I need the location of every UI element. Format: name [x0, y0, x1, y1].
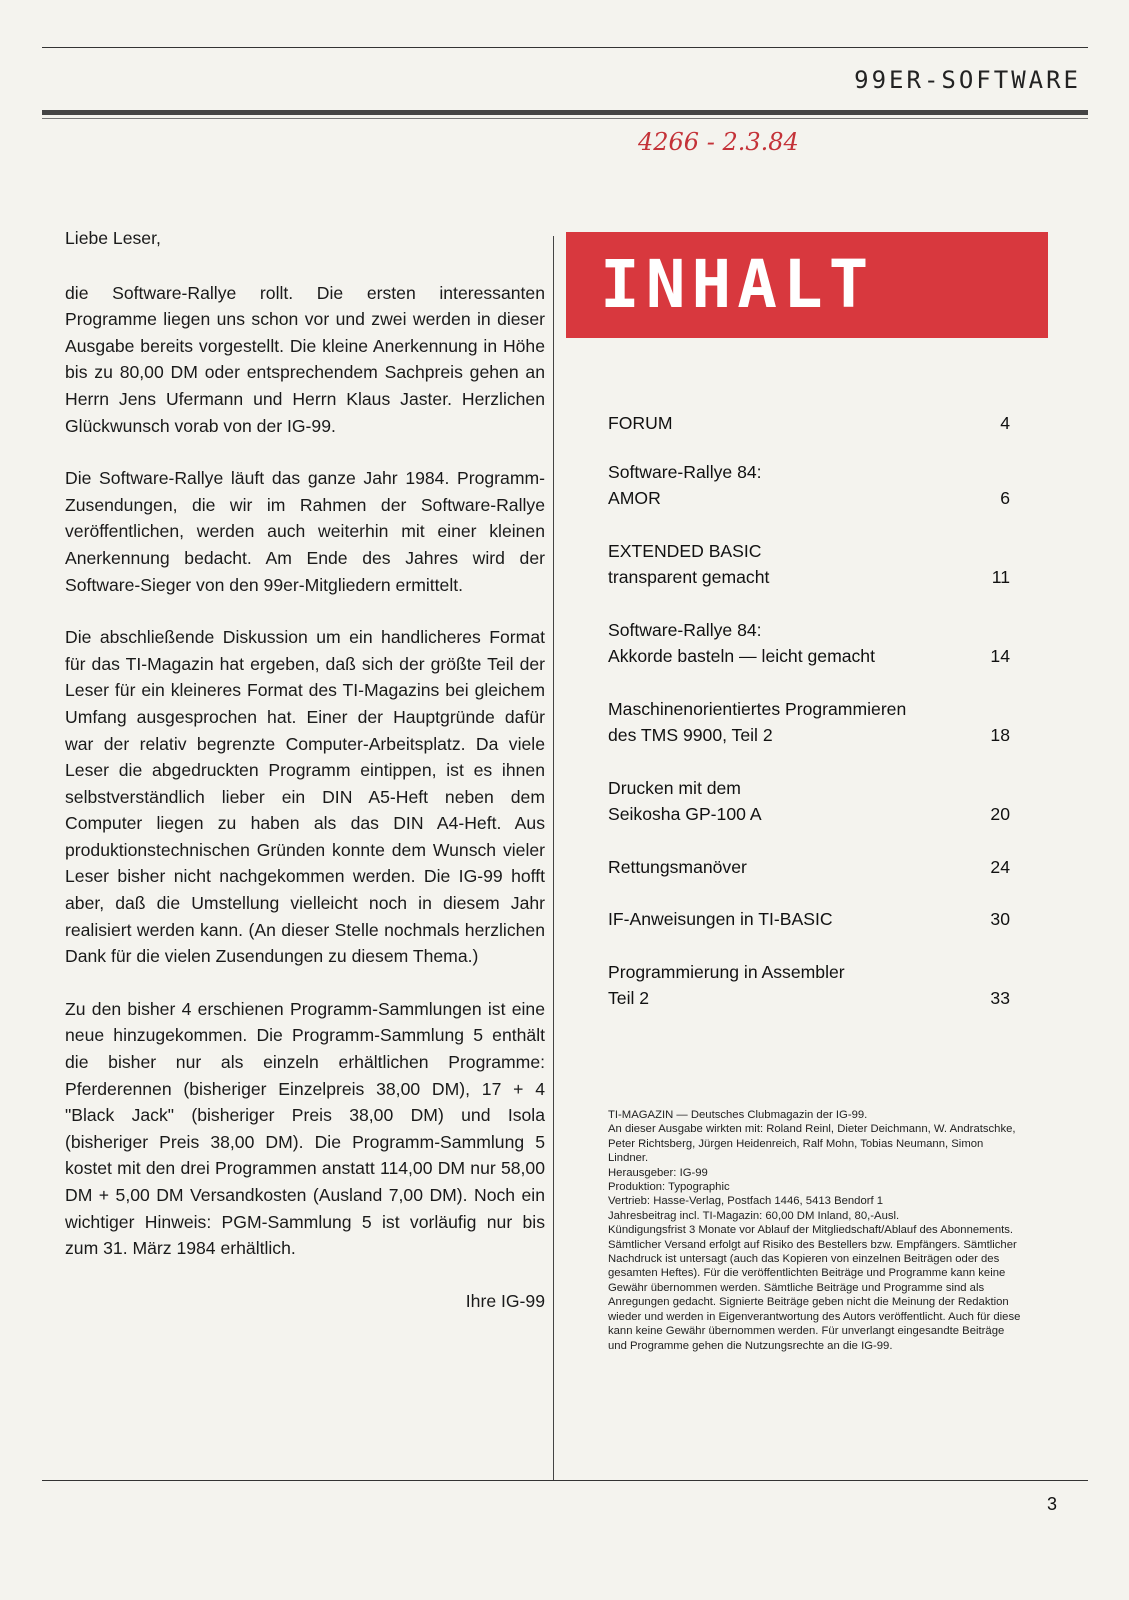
toc-item-title: Akkorde basteln — leicht gemacht [608, 646, 875, 666]
toc-item-title: des TMS 9900, Teil 2 [608, 725, 773, 745]
toc-item-title: FORUM [608, 413, 673, 433]
toc-item [608, 775, 1010, 828]
table-of-contents [608, 410, 1010, 1012]
page-number: 3 [1047, 1494, 1058, 1514]
colophon-line: Jahresbeitrag incl. TI-Magazin: 60,00 DM Inland, 80,-Ausl. [608, 1209, 900, 1222]
toc-item-title: EXTENDED BASIC [608, 540, 762, 561]
toc-item-title: AMOR [608, 488, 661, 508]
toc-page-number: 18 [990, 725, 1010, 745]
colophon [608, 1108, 1026, 1353]
toc-item-title: Teil 2 [608, 988, 650, 1008]
toc-item [608, 538, 1010, 591]
letter-paragraph: Die Software-Rallye läuft das ganze Jahr 1984. Programm-Zusendungen, die wir im Rahmen der Software-Rallye veröffentlichen, werden auch weiterhin mit einer kleinen Anerkennung bedacht. Am Ende des Jahres wird der Software-Sieger von den 99er-Mitgliedern ermittelt. [65, 468, 545, 595]
letter-paragraph: Zu den bisher 4 erschienen Programm-Sammlungen ist eine neue hinzugekommen. Die Programm-Sammlung 5 enthält die bisher nur als einzeln erhältlichen Programme: Pferderennen (bisheriger Einzelpreis 38,00 DM), 17 + 4 "Black Jack" (bisheriger Preis 38,00 DM) und Isola (bisheriger Preis 38,00 DM). Die Programm-Sammlung 5 kostet mit den drei Programmen anstatt 114,00 DM nur 58,00 DM + 5,00 DM Versandkosten (Ausland 7,00 DM). Noch ein wichtiger Hinweis: PGM-Sammlung 5 ist vorläufig nur bis zum 31. März 1984 erhältlich. [65, 998, 545, 1259]
toc-item [608, 459, 1010, 512]
toc-item-title: transparent gemacht [608, 567, 770, 587]
toc-item-title: Software-Rallye 84: [608, 461, 762, 482]
colophon-line: Sämtlicher Versand erfolgt auf Risiko des Bestellers bzw. Empfängers. Sämtlicher Nachdruck ist untersagt (auch das Kopieren von einzelnen Beiträgen oder des gesamten Heftes). Für die veröffentlichten Beiträge und Programme kann keine Gewähr übernommen werden. Sämtliche Beiträge und Programme sind als Anregungen gedacht. Signierte Beiträge geben nicht die Meinung der Redaktion wieder und werden in Eigenverantwortung des Autors veröffentlicht. Auch für diese kann keine Gewähr übernommen werden. Für unverlangt eingesandte Beiträge und Programme gehen die Nutzungsrechte an die IG-99. [608, 1238, 1021, 1352]
toc-page-number: 11 [991, 567, 1010, 587]
top-rule [42, 47, 1088, 48]
toc-item-title: Maschinenorientiertes Programmieren [608, 698, 907, 719]
colophon-line: Kündigungsfrist 3 Monate vor Ablauf der Mitgliedschaft/Ablauf des Abonnements. [608, 1224, 1014, 1237]
colophon-line: An dieser Ausgabe wirkten mit: Roland Reinl, Dieter Deichmann, W. Andratschke, Peter Richtsberg, Jürgen Heidenreich, Ralf Mohn, Tobias Neumann, Simon Lindner. [608, 1123, 1016, 1165]
toc-page-number: 30 [990, 909, 1010, 929]
toc-page-number: 14 [990, 646, 1010, 666]
header-title: 99ER-SOFTWARE [854, 66, 1081, 94]
header-thick-rule [42, 110, 1088, 115]
letter-signature: Ihre IG-99 [465, 1290, 545, 1311]
toc-item-title: Seikosha GP-100 A [608, 804, 762, 824]
colophon-line: Vertrieb: Hasse-Verlag, Postfach 1446, 5413 Bendorf 1 [608, 1195, 884, 1208]
toc-item-title: Programmierung in Assembler [608, 961, 845, 982]
toc-page-number: 4 [1000, 413, 1010, 433]
inhalt-title: INHALT [600, 246, 875, 323]
toc-item-title: Drucken mit dem [608, 777, 741, 798]
toc-page-number: 33 [990, 988, 1010, 1008]
toc-item-title: Rettungsmanöver [608, 856, 747, 877]
header-thin-rule [42, 118, 1088, 119]
toc-item [608, 410, 1010, 437]
toc-item [608, 617, 1010, 670]
toc-item [608, 906, 1010, 933]
editorial-letter [65, 225, 545, 1340]
toc-page-number: 24 [990, 856, 1010, 877]
toc-item-title: Software-Rallye 84: [608, 619, 762, 640]
toc-item [608, 854, 1010, 881]
handwritten-note: 4266 - 2.3.84 [638, 128, 799, 156]
letter-greeting: Liebe Leser, [65, 228, 161, 248]
toc-item-title: IF-Anweisungen in TI-BASIC [608, 909, 833, 929]
toc-item [608, 959, 1010, 1012]
inhalt-banner [566, 232, 1048, 338]
toc-page-number: 6 [1000, 488, 1010, 508]
toc-page-number: 20 [990, 804, 1010, 824]
bottom-rule [42, 1480, 1088, 1481]
toc-item [608, 696, 1010, 749]
column-divider [553, 236, 554, 1480]
colophon-line: Produktion: Typographic [608, 1181, 730, 1194]
letter-paragraph: die Software-Rallye rollt. Die ersten interessanten Programme liegen uns schon vor und zwei werden in dieser Ausgabe bereits vorgestellt. Die kleine Anerkennung in Höhe bis zu 80,00 DM oder entsprechendem Sachpreis gehen an Herrn Jens Ufermann und Herrn Klaus Jaster. Herzlichen Glückwunsch vorab von der IG-99. [65, 282, 545, 436]
colophon-line: TI-MAGAZIN — Deutsches Clubmagazin der IG-99. [608, 1109, 868, 1121]
colophon-line: Herausgeber: IG-99 [608, 1166, 708, 1179]
letter-paragraph: Die abschließende Diskussion um ein handlicheres Format für das TI-Magazin hat ergeben, daß sich der größte Teil der Leser für ein kleineres Format des TI-Magazins bei gleichem Umfang ausgesprochen hat. Einer der Hauptgründe dafür war der relativ begrenzte Computer-Arbeitsplatz. Da viele Leser die abgedruckten Programm eintippen, ist es ihnen selbstverständlich lieber ein DIN A5-Heft neben dem Computer liegen zu haben als das DIN A4-Heft. Aus produktionstechnischen Gründen konnte dem Wunsch vieler Leser bisher nicht nachgekommen werden. Die IG-99 hofft aber, daß die Umstellung vielleicht noch in diesem Jahr realisiert werden kann. (An dieser Stelle nochmals herzlichen Dank für die vielen Zusendungen zu diesem Thema.) [65, 627, 545, 967]
